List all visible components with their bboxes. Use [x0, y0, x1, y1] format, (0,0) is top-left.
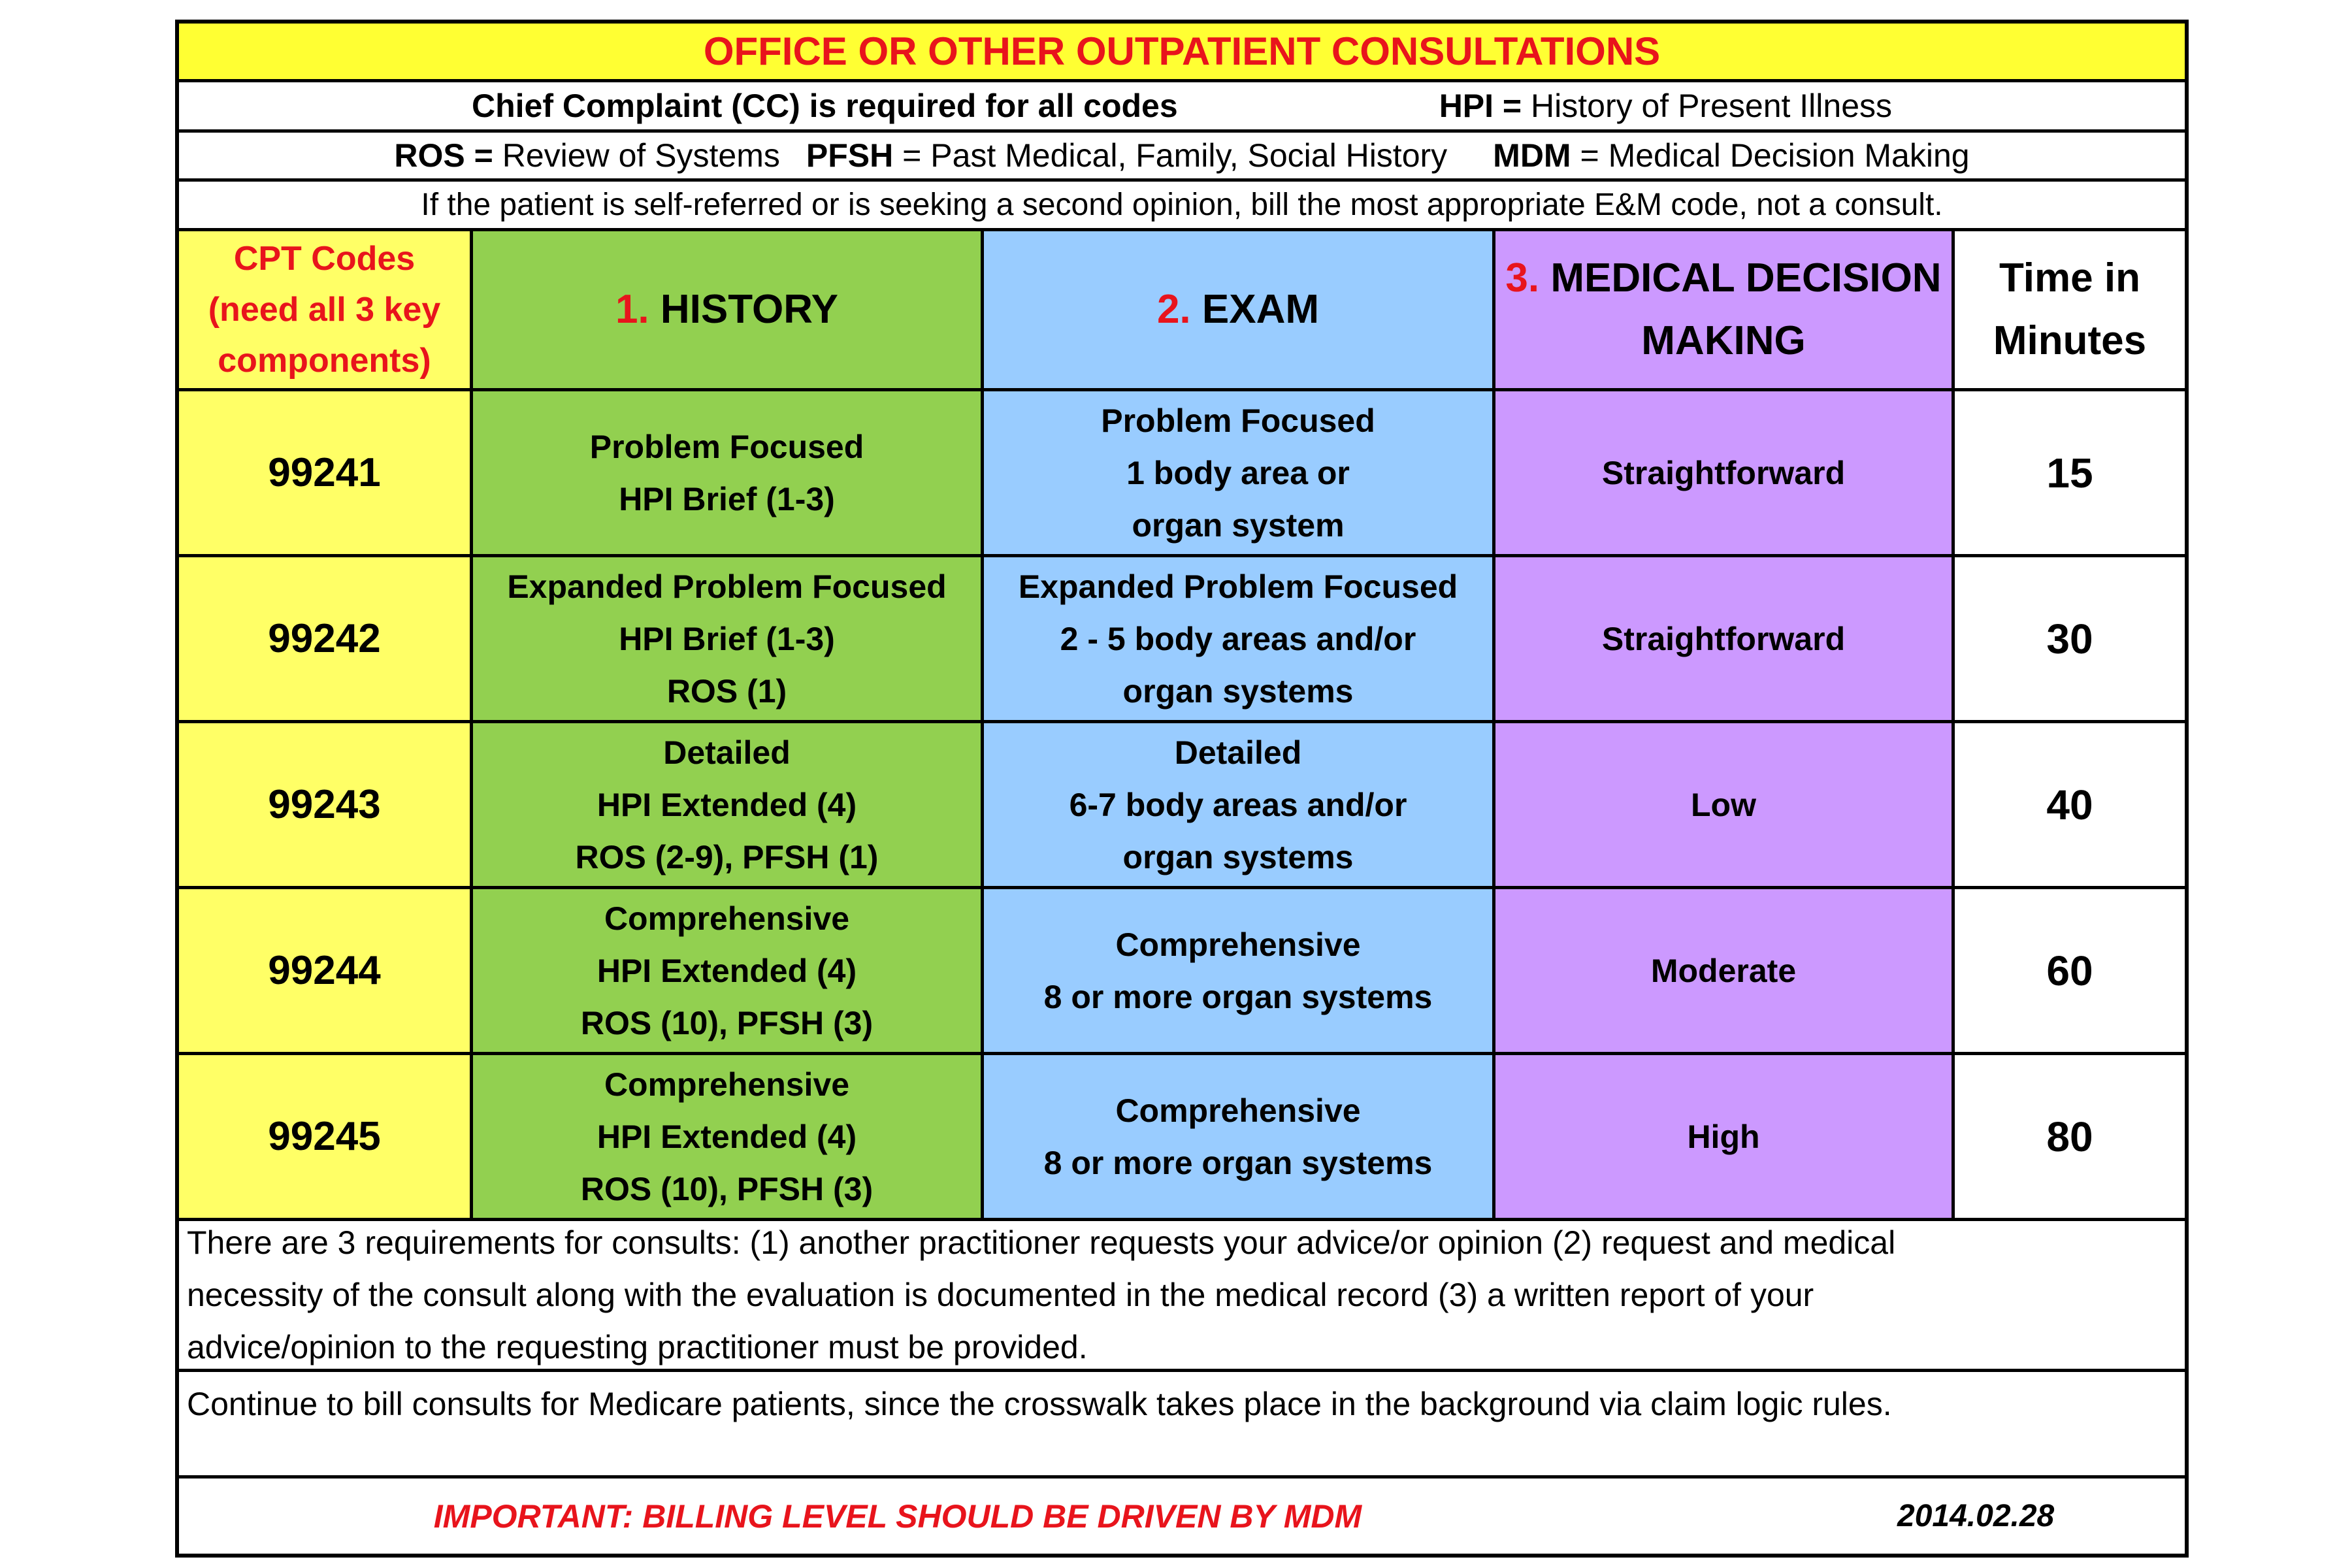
medicare-note-band: [179, 1372, 2185, 1478]
header-cpt-line: components): [218, 342, 431, 380]
medicare-note: Continue to bill consults for Medicare patients, since the crosswalk takes place in the background via claim logic rules.: [187, 1386, 1892, 1422]
cpt-code: 99243: [179, 723, 470, 886]
requirements-band: [179, 1221, 2185, 1372]
abbreviations-band: [179, 133, 2185, 182]
footer-band: [179, 1478, 2185, 1554]
time-cell: 80: [1952, 1055, 2185, 1218]
history-line: ROS (10), PFSH (3): [580, 1170, 874, 1207]
header-time-line: Time in: [1999, 255, 2140, 301]
self-referred-band: [179, 182, 2185, 231]
hpi-value: History of Present Illness: [1522, 88, 1893, 124]
exam-line: 2 - 5 body areas and/or: [1060, 620, 1416, 657]
history-line: HPI Extended (4): [596, 786, 857, 823]
cpt-code: 99242: [179, 557, 470, 720]
requirements-line: advice/opinion to the requesting practitioner must be provided.: [187, 1329, 1088, 1365]
exam-line: Problem Focused: [1101, 402, 1375, 439]
exam-cell: [981, 723, 1492, 886]
exam-line: Comprehensive: [1115, 1092, 1361, 1129]
mdm-number: 3.: [1505, 255, 1540, 301]
history-line: Comprehensive: [604, 900, 850, 937]
history-line: Comprehensive: [604, 1066, 850, 1103]
exam-line: 8 or more organ systems: [1043, 978, 1433, 1015]
mdm-cell: Moderate: [1492, 889, 1952, 1052]
header-time-line: Minutes: [1993, 318, 2147, 363]
history-cell: [470, 1055, 981, 1218]
exam-line: 6-7 body areas and/or: [1069, 786, 1407, 823]
exam-line: 8 or more organ systems: [1043, 1144, 1433, 1181]
header-history: [470, 231, 981, 388]
requirements-text: [187, 1217, 1895, 1373]
exam-cell: [981, 889, 1492, 1052]
chief-complaint-text: Chief Complaint (CC) is required for all codes: [471, 88, 1178, 124]
header-cpt-codes: [179, 231, 470, 388]
header-time: [1952, 231, 2185, 388]
mdm-cell: Straightforward: [1492, 391, 1952, 554]
exam-line: Detailed: [1174, 734, 1302, 771]
exam-line: organ systems: [1122, 672, 1354, 710]
history-line: HPI Extended (4): [596, 952, 857, 989]
cpt-code: 99244: [179, 889, 470, 1052]
header-mdm: [1492, 231, 1952, 388]
chief-complaint-band: [179, 82, 2185, 133]
consultation-sheet: [175, 20, 2189, 1558]
mdm-cell: Low: [1492, 723, 1952, 886]
history-cell: [470, 723, 981, 886]
history-label: HISTORY: [649, 287, 839, 332]
cpt-code: 99245: [179, 1055, 470, 1218]
mdm-value: = Medical Decision Making: [1571, 137, 1970, 174]
history-line: ROS (1): [666, 672, 787, 710]
cpt-table: [179, 231, 2185, 1221]
exam-cell: [981, 1055, 1492, 1218]
table-header-row: [179, 231, 2185, 388]
history-cell: [470, 391, 981, 554]
mdm-cell: High: [1492, 1055, 1952, 1218]
history-line: Problem Focused: [589, 428, 864, 465]
exam-number: 2.: [1156, 287, 1191, 332]
time-cell: 40: [1952, 723, 2185, 886]
history-line: ROS (10), PFSH (3): [580, 1004, 874, 1041]
exam-cell: [981, 557, 1492, 720]
hpi-key: HPI =: [1439, 88, 1522, 124]
pfsh-value: = Past Medical, Family, Social History: [893, 137, 1448, 174]
table-row: [179, 554, 2185, 720]
history-cell: [470, 557, 981, 720]
mdm-label-line1: MEDICAL DECISION: [1539, 255, 1942, 301]
history-line: HPI Brief (1-3): [619, 620, 835, 657]
requirements-line: necessity of the consult along with the evaluation is documented in the medical record (3) a written report of your: [187, 1277, 1814, 1313]
time-cell: 30: [1952, 557, 2185, 720]
history-number: 1.: [615, 287, 649, 332]
exam-line: Expanded Problem Focused: [1018, 568, 1458, 605]
history-line: HPI Extended (4): [596, 1118, 857, 1155]
exam-line: organ system: [1132, 506, 1345, 544]
title-band: [179, 24, 2185, 82]
table-row: [179, 720, 2185, 886]
table-row: [179, 886, 2185, 1052]
page-title: OFFICE OR OTHER OUTPATIENT CONSULTATIONS: [703, 29, 1661, 73]
exam-label: EXAM: [1190, 287, 1320, 332]
table-row: [179, 388, 2185, 554]
exam-cell: [981, 391, 1492, 554]
header-exam: [981, 231, 1492, 388]
mdm-cell: Straightforward: [1492, 557, 1952, 720]
revision-date: 2014.02.28: [1897, 1499, 2055, 1533]
history-line: Detailed: [663, 734, 791, 771]
exam-line: Comprehensive: [1115, 926, 1361, 963]
header-cpt-line: (need all 3 key: [208, 291, 441, 329]
mdm-key: MDM: [1493, 137, 1571, 174]
history-line: Expanded Problem Focused: [507, 568, 947, 605]
header-cpt-line: CPT Codes: [233, 240, 416, 278]
ros-value: Review of Systems: [493, 137, 780, 174]
history-cell: [470, 889, 981, 1052]
cpt-code: 99241: [179, 391, 470, 554]
mdm-label-line2: MAKING: [1641, 318, 1806, 363]
time-cell: 60: [1952, 889, 2185, 1052]
history-line: ROS (2-9), PFSH (1): [575, 838, 879, 875]
ros-key: ROS =: [394, 137, 493, 174]
exam-line: organ systems: [1122, 838, 1354, 875]
pfsh-key: PFSH: [806, 137, 894, 174]
time-cell: 15: [1952, 391, 2185, 554]
self-referred-note: If the patient is self-referred or is seeking a second opinion, bill the most appropriate E&M code, not a consult.: [421, 188, 1943, 222]
important-note: IMPORTANT: BILLING LEVEL SHOULD BE DRIVEN BY MDM: [433, 1497, 1362, 1535]
requirements-line: There are 3 requirements for consults: (1) another practitioner requests your advice/or opinion (2) request and medical: [187, 1224, 1896, 1261]
exam-line: 1 body area or: [1126, 454, 1350, 491]
table-row: [179, 1052, 2185, 1218]
history-line: HPI Brief (1-3): [619, 480, 835, 517]
